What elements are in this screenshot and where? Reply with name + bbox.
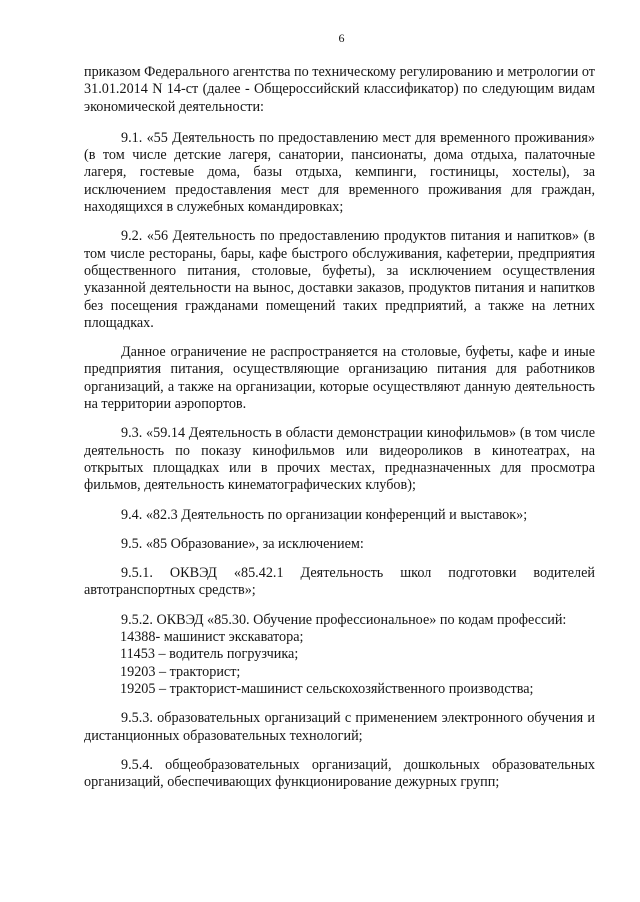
page-number: 6	[338, 31, 345, 45]
profession-code-item: 11453 – водитель погрузчика;	[120, 646, 299, 663]
paragraph-9-5-4: 9.5.4. общеобразовательных организаций, дошкольных образовательных организаций, обеспечивающих функционирование дежурных групп;	[84, 756, 595, 791]
paragraph-9-5-2-intro: 9.5.2. ОКВЭД «85.30. Обучение профессиональное» по кодам профессий:	[121, 611, 567, 628]
paragraph-9-3: 9.3. «59.14 Деятельность в области демонстрации кинофильмов» (в том числе деятельность по показу кинофильмов или видеороликов в кинотеатрах, на открытых площадках или в прочих местах, предназначенных для просмотра фильмов, деятельность кинематографических клубов);	[84, 425, 595, 494]
paragraph-9-5: 9.5. «85 Образование», за исключением:	[121, 535, 364, 552]
profession-code-item: 14388- машинист экскаватора;	[120, 629, 304, 646]
paragraph-9-5-3: 9.5.3. образовательных организаций с применением электронного обучения и дистанционных образовательных технологий;	[84, 710, 595, 744]
paragraph-intro: приказом Федерального агентства по техническому регулированию и метрологии от 31.01.2014 N 14-ст (далее - Общероссийский классификатор) по следующим видам экономической деятельности:	[84, 64, 595, 115]
paragraph-9-2: 9.2. «56 Деятельность по предоставлению продуктов питания и напитков» (в том числе рестораны, бары, кафе быстрого обслуживания, кафетерии, предприятия общественного питания, столовые, буфеты), за исключением осуществления указанной деятельности на вынос, доставки заказов, продуктов питания и напитков без посещения гражданами помещений таких предприятий, а также на летних площадках.	[84, 228, 595, 331]
paragraph-9-5-1: 9.5.1. ОКВЭД «85.42.1 Деятельность школ подготовки водителей автотранспортных средств»;	[84, 565, 595, 599]
paragraph-9-5-2	[84, 612, 595, 698]
profession-code-item: 19203 – тракторист;	[120, 663, 241, 680]
profession-code-item: 19205 – тракторист-машинист сельскохозяйственного производства;	[120, 680, 534, 697]
paragraph-9-4: 9.4. «82.3 Деятельность по организации конференций и выставок»;	[121, 506, 528, 523]
paragraph-exception-note: Данное ограничение не распространяется на столовые, буфеты, кафе и иные предприятия питания, осуществляющие организацию питания для работников организаций, а также на организации, которые осуществляют данную деятельность на территории аэропортов.	[84, 344, 595, 413]
paragraph-9-1: 9.1. «55 Деятельность по предоставлению мест для временного проживания» (в том числе детские лагеря, санатории, пансионаты, дома отдыха, палаточные лагеря, гостевые дома, базы отдыха, кемпинги, гостиницы, хостелы), за исключением предоставления мест для временного проживания для граждан, находящихся в служебных командировках;	[84, 129, 595, 216]
